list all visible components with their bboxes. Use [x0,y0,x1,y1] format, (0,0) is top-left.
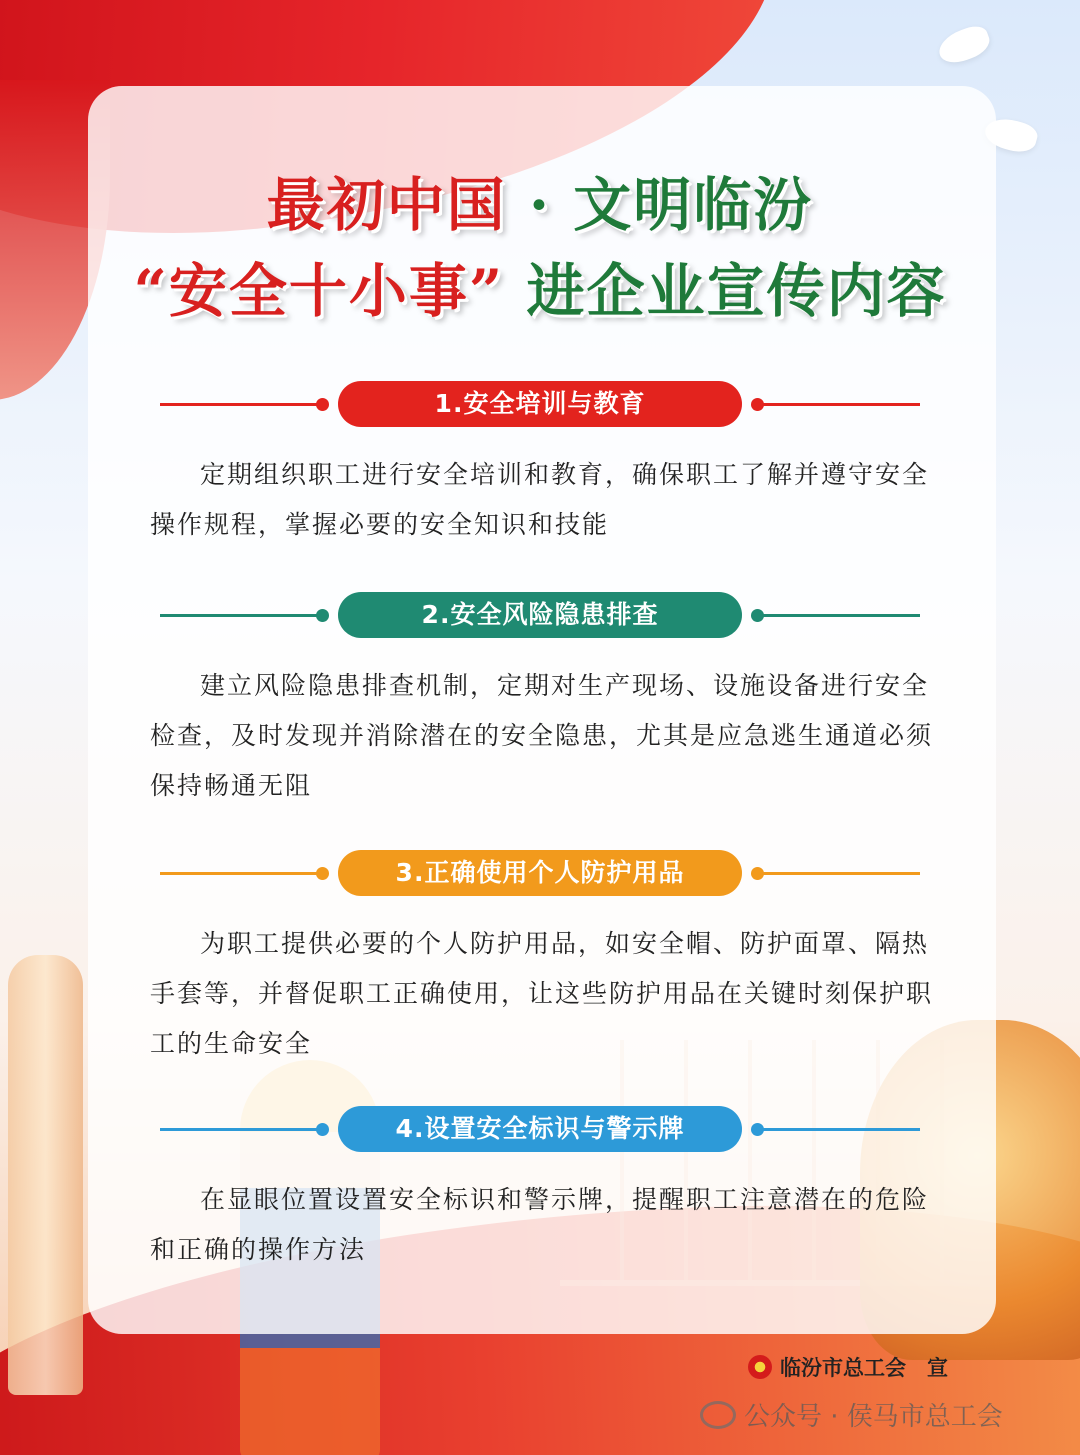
wechat-icon [700,1401,736,1429]
section-heading-2 [160,592,920,638]
wechat-watermark [700,1396,1003,1433]
section-heading-4 [160,1106,920,1152]
section-body-2: 建立风险隐患排查机制，定期对生产现场、设施设备进行安全检查，及时发现并消除潜在的安全隐患，尤其是应急逃生通道必须保持畅通无阻 [150,671,934,800]
divider-dot [316,867,329,880]
divider-dot [316,1123,329,1136]
title-line-2 [0,244,1080,328]
divider-line [160,614,320,617]
divider-dot [316,398,329,411]
union-emblem-icon [748,1355,772,1379]
section-heading-3 [160,850,920,896]
title-part-3: “安全十小事” [133,257,505,325]
section-body-3: 为职工提供必要的个人防护用品，如安全帽、防护面罩、隔热手套等，并督促职工正确使用，让这些防护用品在关键时刻保护职工的生命安全 [150,929,934,1058]
divider-line [160,403,320,406]
title-part-2: 文明临汾 [573,171,814,239]
divider-dot [316,609,329,622]
section-title-1: 1.安全培训与教育 [338,381,742,427]
section-title-4: 4.设置安全标识与警示牌 [338,1106,742,1152]
title-separator: · [528,171,552,239]
watermark-text: 公众号 · 侯马市总工会 [744,1402,1003,1432]
divider-line [760,403,920,406]
section-title-2: 2.安全风险隐患排查 [338,592,742,638]
section-body-1: 定期组织职工进行安全培训和教育，确保职工了解并遵守安全操作规程，掌握必要的安全知识和技能 [150,460,930,539]
divider-line [160,872,320,875]
divider-line [160,1128,320,1131]
title-part-4: 进企业宣传内容 [526,257,947,325]
divider-line [760,614,920,617]
publisher-credit [748,1352,948,1382]
dove-icon [934,22,993,68]
publisher-name: 临汾市总工会 宣 [780,1356,948,1380]
title-line-1 [0,158,1080,242]
divider-line [760,1128,920,1131]
section-body-4: 在显眼位置设置安全标识和警示牌，提醒职工注意潜在的危险和正确的操作方法 [150,1185,930,1264]
section-title-3: 3.正确使用个人防护用品 [338,850,742,896]
divider-line [760,872,920,875]
section-heading-1 [160,381,920,427]
title-part-1: 最初中国 [266,171,507,239]
huabiao-pillar-illustration [8,955,83,1395]
